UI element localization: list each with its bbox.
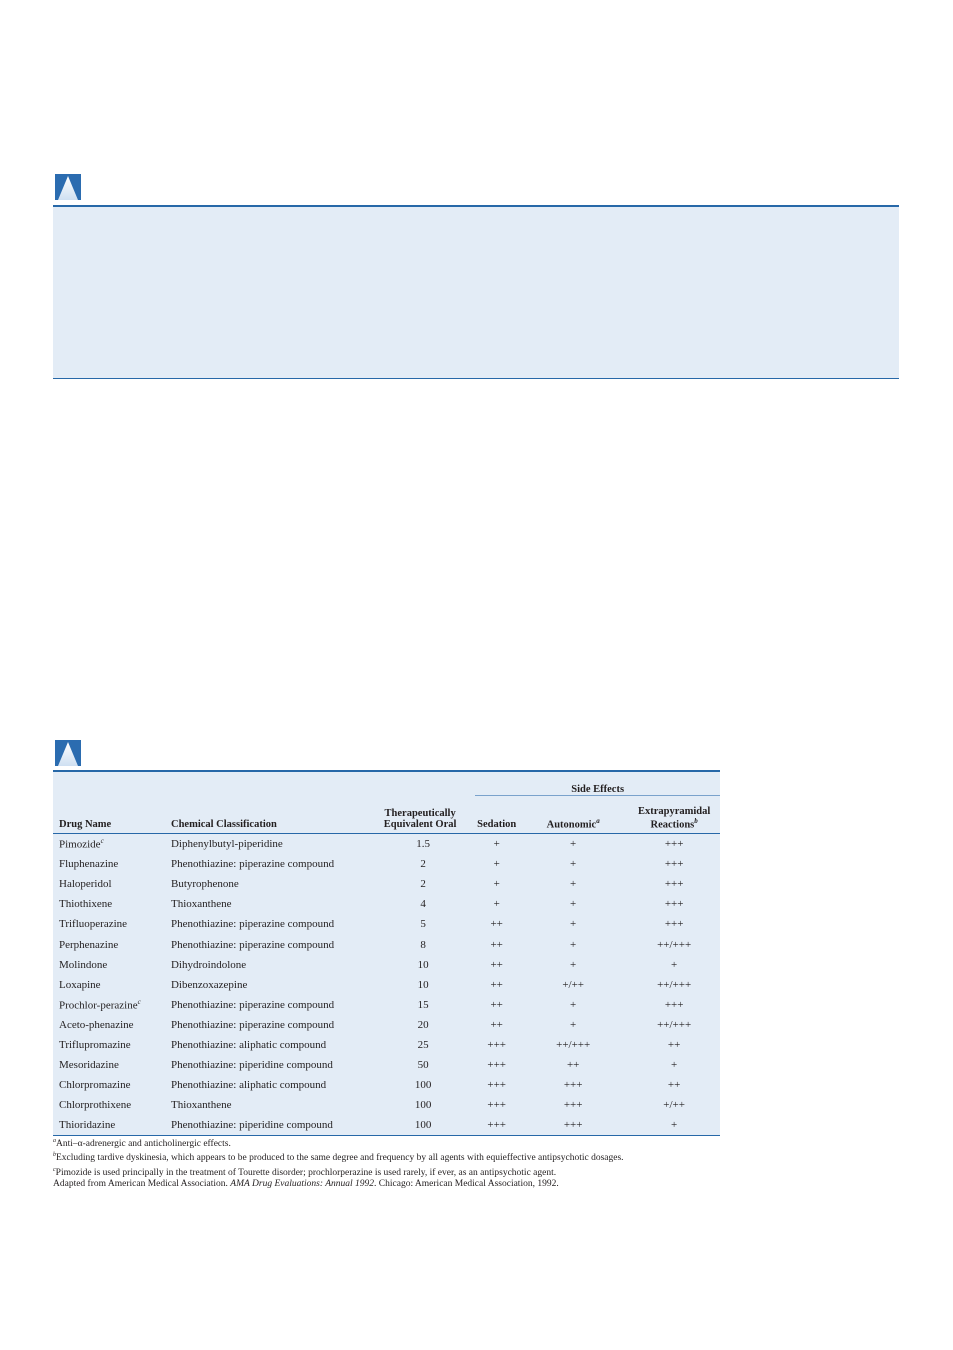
equivalent-dose-cell: 8 [420,938,426,951]
drug-name-cell: Mesoridazine [59,1059,119,1072]
chemical-classification-cell: Phenothiazine: piperazine compound [170,938,335,951]
equivalent-dose-cell: 50 [417,1059,429,1072]
drug-name-cell: Triflupromazine [59,1038,131,1051]
chemical-classification-cell: Phenothiazine: piperidine compound [171,1115,365,1136]
drug-name-cell: Aceto-phenazine [59,1018,134,1031]
autonomic-cell: + [570,958,577,971]
equivalent-dose-header: Therapeutically Equivalent Oral [365,796,475,834]
autonomic-cell: + [570,878,577,891]
sedation-cell: + [493,878,500,891]
drug-name-cell: Haloperidol [59,878,112,891]
equivalent-dose-cell: 2 [420,858,426,871]
extrapyramidal-cell: +++ [664,878,684,891]
extrapyramidal-cell: + [671,958,678,971]
footnote-mark: c [137,997,141,1006]
drug-name-cell: Trifluoperazine [59,918,128,931]
extrapyramidal-cell: +++ [664,898,684,911]
sedation-cell: + [493,858,500,871]
chemical-classification-cell: Phenothiazine: piperazine compound [170,858,335,871]
sedation-cell: ++ [490,1018,503,1031]
sedation-cell: + [493,898,500,911]
drug-name-cell: Pimozide$^c$ [59,837,104,851]
table-panel-empty [53,205,899,379]
table-footnotes [53,1136,753,1190]
equivalent-dose-cell: 25 [417,1038,429,1051]
equivalent-dose-cell: 100 [414,1099,432,1112]
sedation-cell: ++ [490,998,503,1011]
equivalent-dose-cell: 1.5 [416,838,430,851]
autonomic-cell: ++/+++ [556,1038,591,1051]
extrapyramidal-cell: ++/+++ [657,1018,692,1031]
equivalent-dose-cell: 10 [417,978,429,991]
autonomic-header: Autonomic$^a$ [518,796,628,834]
table-row [53,874,720,894]
table-row [53,1095,720,1115]
drug-name-header: Drug Name [53,796,171,834]
chemical-classification-cell: Phenothiazine: piperazine compound [170,918,335,931]
autonomic-cell: + [570,998,577,1011]
sedation-cell: ++ [490,918,503,931]
table-row [53,914,720,934]
drug-name-cell: Chlorprothixene [59,1099,132,1112]
equivalent-dose-cell: 20 [417,1018,429,1031]
table-marker-icon [55,740,81,766]
equivalent-dose-cell: 100 [414,1079,432,1092]
sedation-cell: ++ [490,958,503,971]
chemical-classification-cell: Butyrophenone [170,878,239,891]
equivalent-dose-cell: 100 [365,1115,475,1136]
chemical-classification-cell: Diphenylbutyl-piperidine [170,838,283,851]
sedation-header: Sedation [475,796,518,834]
autonomic-cell: +++ [563,1079,583,1092]
extrapyramidal-cell: ++/+++ [657,978,692,991]
equivalent-dose-cell: 10 [417,958,429,971]
autonomic-cell: + [570,838,577,851]
chemical-classification-cell: Phenothiazine: piperazine compound [170,1018,335,1031]
autonomic-cell: +++ [563,1099,583,1112]
autonomic-cell: + [570,858,577,871]
footnote-mark: c [100,837,104,846]
chemical-classification-cell: Thioxanthene [170,898,232,911]
extrapyramidal-cell: + [671,1059,678,1072]
table-row [53,995,720,1015]
extrapyramidal-cell: +++ [664,838,684,851]
extrapyramidal-header: Extrapyramidal Reactions$^b$ [628,796,720,834]
table-row [53,955,720,975]
antipsychotic-table [53,770,720,1136]
table-row [53,1035,720,1055]
equivalent-dose-cell: 2 [420,878,426,891]
drug-name-cell: Prochlor-perazine$^c$ [59,997,141,1012]
table-body [53,834,720,1136]
equivalent-dose-cell: 5 [420,918,426,931]
table-row [53,834,720,855]
drug-name-cell: Fluphenazine [59,858,119,871]
extrapyramidal-cell: ++ [667,1079,681,1092]
chemical-classification-cell: Phenothiazine: piperidine compound [170,1059,333,1072]
sedation-cell: +++ [487,1099,506,1112]
table-row [53,1055,720,1075]
drug-name-cell: Perphenazine [59,938,119,951]
autonomic-cell: ++ [566,1059,580,1072]
table-row [53,854,720,874]
table-row [53,894,720,914]
chemical-classification-cell: Phenothiazine: aliphatic compound [170,1079,327,1092]
drug-name-cell: Chlorpromazine [59,1079,131,1092]
side-effects-header: Side Effects [475,771,720,796]
sedation-cell: +++ [487,1059,506,1072]
footnote-a: $^a$Anti–α-adrenergic and anticholinergic effects. [53,1138,231,1150]
equivalent-dose-cell: 15 [417,998,429,1011]
autonomic-cell: + [570,1018,577,1031]
chemical-classification-cell: Dibenzoxazepine [170,978,248,991]
sedation-cell: +++ [475,1115,518,1136]
table-row [53,1115,720,1136]
chemical-classification-cell: Phenothiazine: aliphatic compound [170,1038,327,1051]
sedation-cell: +++ [487,1079,506,1092]
autonomic-cell: +++ [518,1115,628,1136]
sedation-cell: ++ [490,978,503,991]
footnote-c: $^c$Pimozide is used principally in the treatment of Tourette disorder; prochlorperazine is used rarely, if ever, as an antipsychotic agent. [53,1166,557,1178]
extrapyramidal-cell: + [628,1115,720,1136]
table-row [53,934,720,954]
sedation-cell: +++ [487,1038,506,1051]
extrapyramidal-cell: ++ [667,1038,681,1051]
autonomic-cell: + [570,938,577,951]
table-row [53,1075,720,1095]
extrapyramidal-cell: +++ [664,918,684,931]
chemical-classification-cell: Phenothiazine: piperazine compound [170,998,335,1011]
table-marker-icon [55,174,81,200]
sedation-cell: ++ [490,938,503,951]
extrapyramidal-cell: +++ [664,998,684,1011]
extrapyramidal-cell: +/++ [663,1099,685,1112]
extrapyramidal-cell: +++ [664,858,684,871]
table-row [53,975,720,995]
drug-name-cell: Molindone [59,958,108,971]
chemical-classification-header: Chemical Classification [171,796,365,834]
autonomic-cell: + [570,898,577,911]
footnote-b: $^b$Excluding tardive dyskinesia, which appears to be produced to the same degree and frequency by all agents with equieffective antipsychotic dosages. [53,1152,624,1164]
drug-name-cell: Thioridazine [53,1115,171,1136]
autonomic-cell: + [570,918,577,931]
sedation-cell: + [493,838,500,851]
chemical-classification-cell: Dihydroindolone [170,958,247,971]
chemical-classification-cell: Thioxanthene [170,1099,232,1112]
source-note: Adapted from American Medical Association. AMA Drug Evaluations: Annual 1992. Chicago: American Medical Association, 1992. [53,1179,559,1190]
autonomic-cell: +/++ [562,978,584,991]
table-row [53,1015,720,1035]
drug-name-cell: Loxapine [59,978,101,991]
equivalent-dose-cell: 4 [420,898,426,911]
drug-name-cell: Thiothixene [59,898,113,911]
extrapyramidal-cell: ++/+++ [657,938,692,951]
